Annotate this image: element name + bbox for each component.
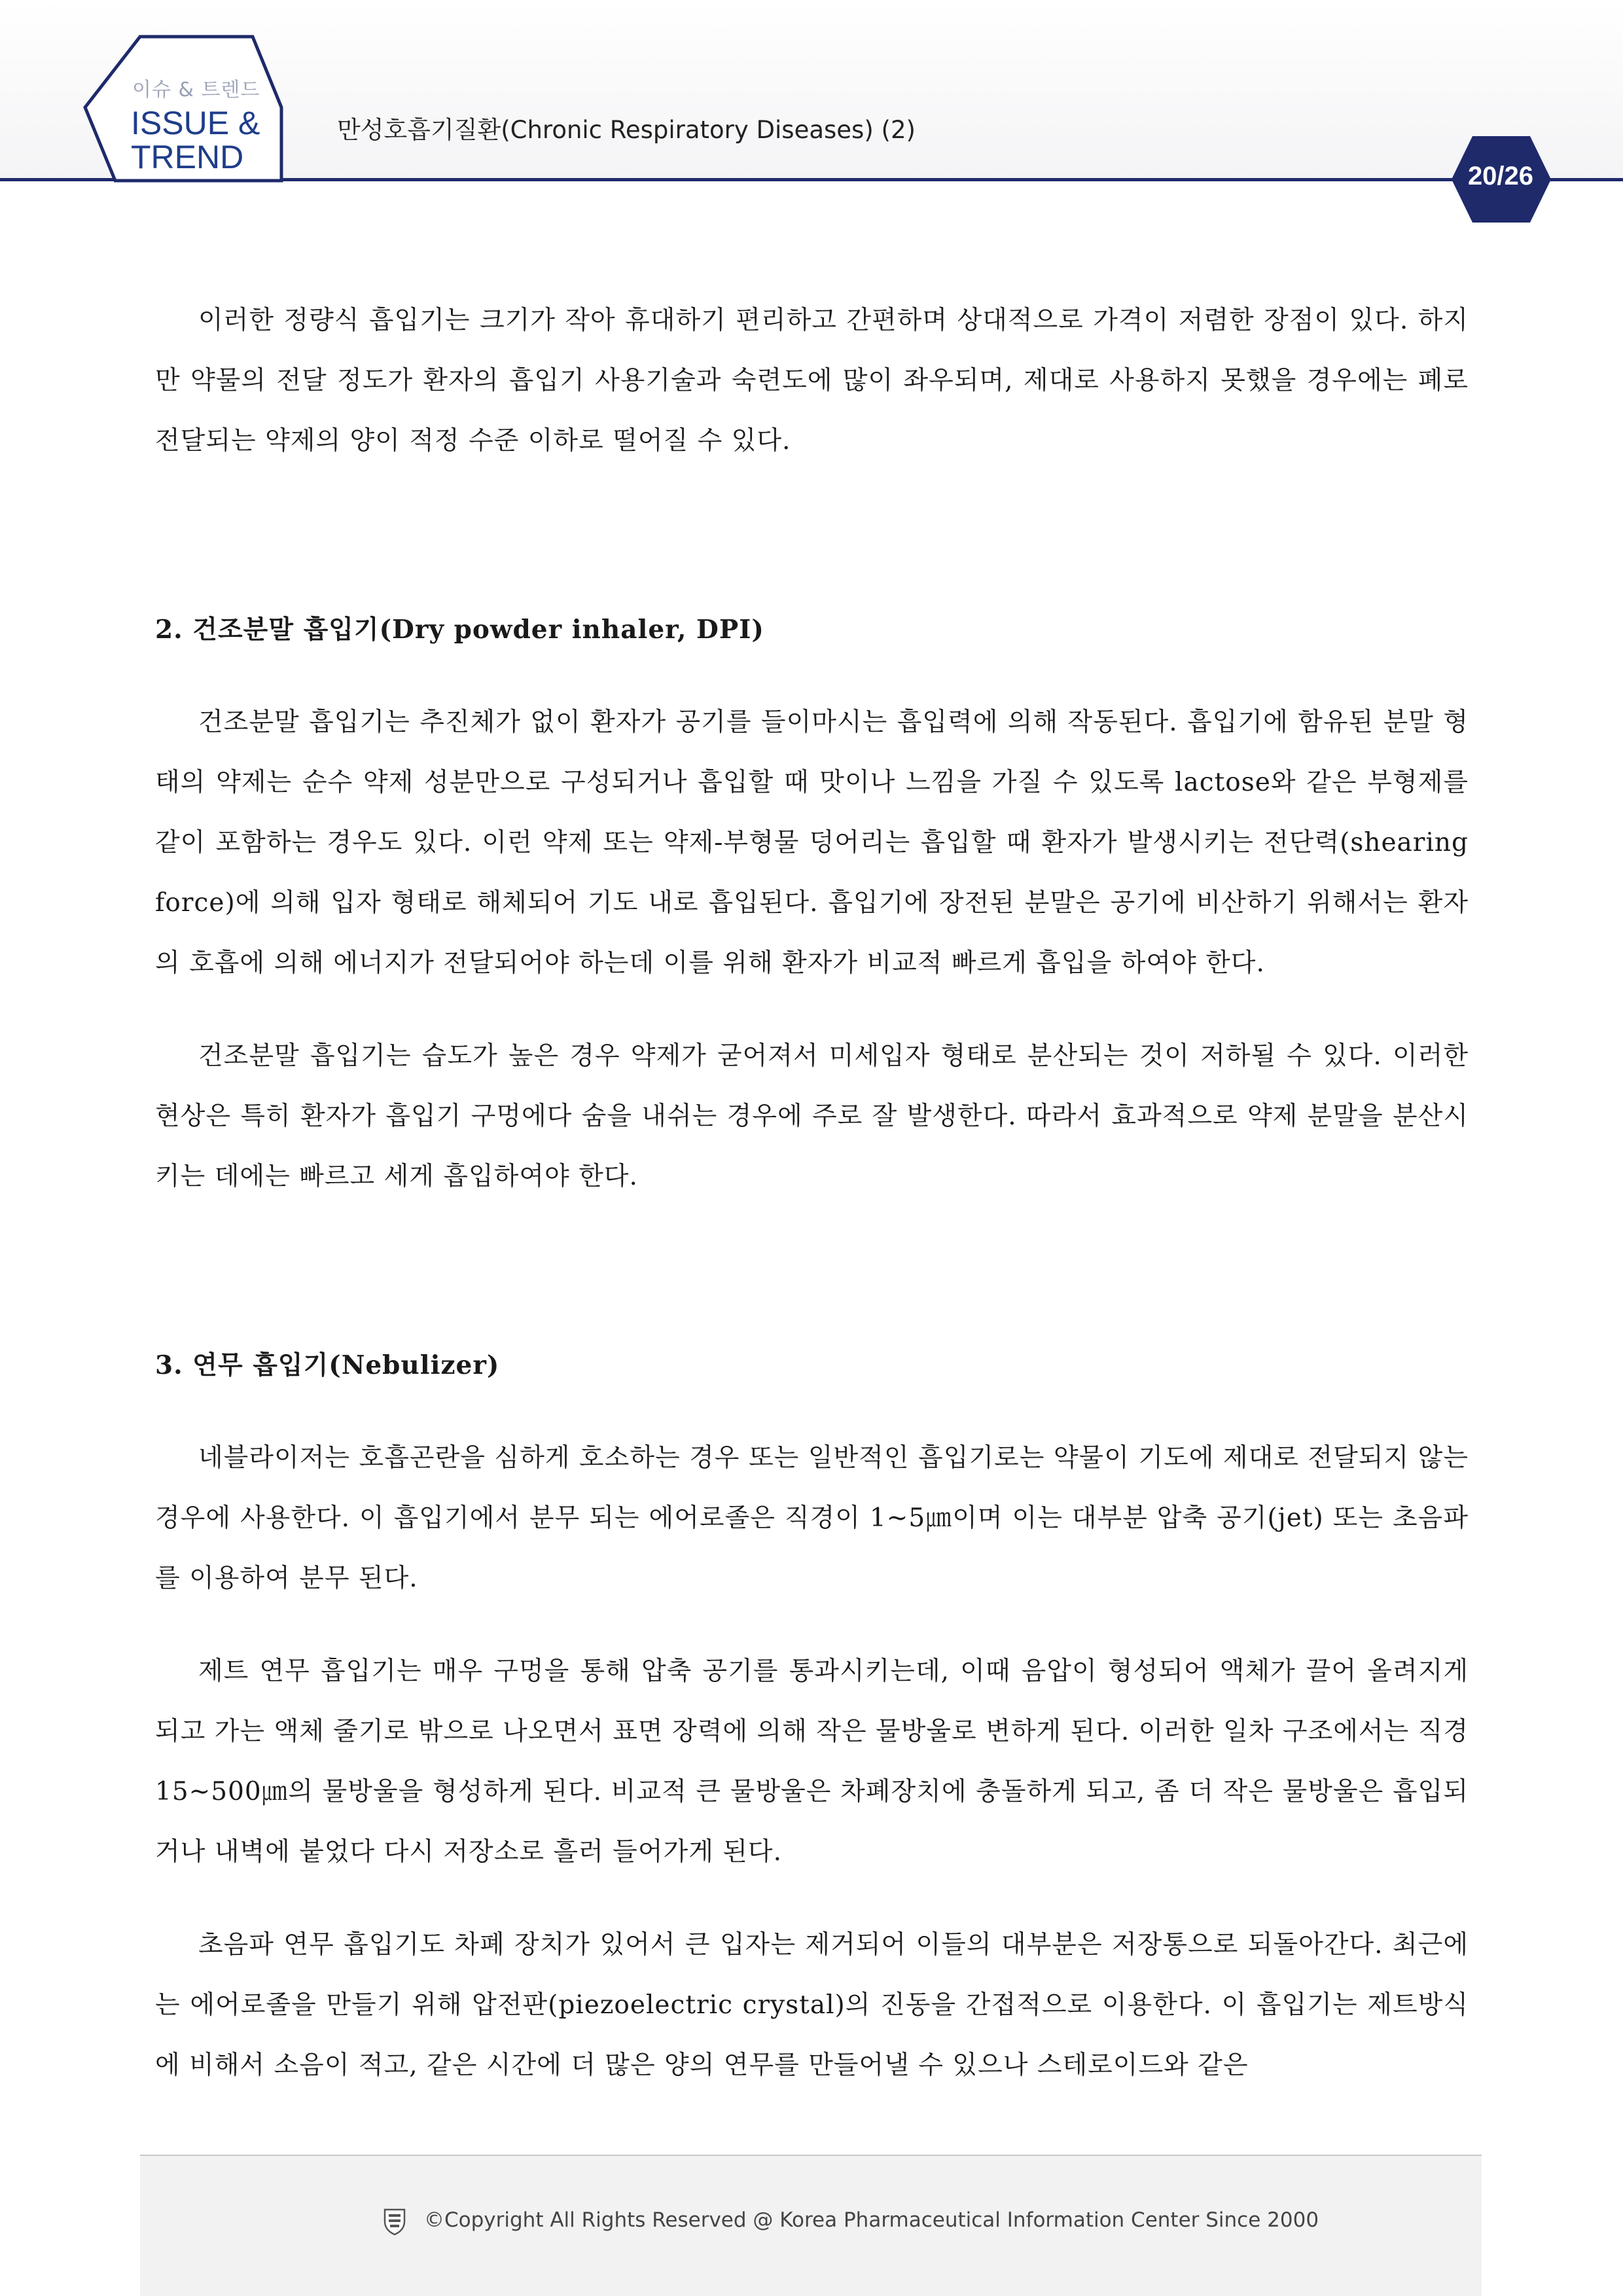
page-footer [140, 2155, 1482, 2296]
section-heading-nebulizer: 3. 연무 흡입기(Nebulizer) [155, 1350, 500, 1380]
document-title: 만성호흡기질환(Chronic Respiratory Diseases) (2) [337, 116, 916, 144]
section-heading-dpi: 2. 건조분말 흡입기(Dry powder inhaler, DPI) [155, 615, 764, 645]
section-label-en [131, 106, 260, 174]
copyright-text: ©Copyright All Rights Reserved @ Korea Pharmaceutical Information Center Since 2000 [424, 2208, 1319, 2232]
paragraph-dpi-mechanism: 건조분말 흡입기는 추진체가 없이 환자가 공기를 들이마시는 흡입력에 의해 작동된다. 흡입기에 함유된 분말 형태의 약제는 순수 약제 성분만으로 구성되거나 흡입할 때 맛이나 느낌을 가질 수 있도록 lactose와 같은 부형제를 같이 포함하는 경우도 있다. 이런 약제 또는 약제-부형물 덩어리는 흡입할 때 환자가 발생시키는 전단력(shearing force)에 의해 입자 형태로 해체되어 기도 내로 흡입된다. 흡입기에 장전된 분말은 공기에 비산하기 위해서는 환자의 호흡에 의해 에너지가 전달되어야 하는데 이를 위해 환자가 비교적 빠르게 흡입을 하여야 한다. [155, 708, 1469, 978]
paragraph-mdi-advantages: 이러한 정량식 흡입기는 크기가 작아 휴대하기 편리하고 간편하며 상대적으로 가격이 저렴한 장점이 있다. 하지만 약물의 전달 정도가 환자의 흡입기 사용기술과 숙련도에 많이 좌우되며, 제대로 사용하지 못했을 경우에는 폐로 전달되는 약제의 양이 적정 수준 이하로 떨어질 수 있다. [155, 306, 1469, 456]
paragraph-nebulizer-intro: 네블라이저는 호흡곤란을 심하게 호소하는 경우 또는 일반적인 흡입기로는 약물이 기도에 제대로 전달되지 않는 경우에 사용한다. 이 흡입기에서 분무 되는 에어로졸은 직경이 1~5㎛이며 이는 대부분 압축 공기(jet) 또는 초음파를 이용하여 분무 된다. [155, 1443, 1469, 1593]
shield-crest-icon [382, 2207, 407, 2236]
page-header [0, 0, 1623, 196]
heading-spacer [155, 1395, 1469, 1428]
section-label-en-line2: TREND [131, 139, 244, 175]
page-number: 20/26 [1467, 162, 1534, 190]
paragraph-jet-nebulizer: 제트 연무 흡입기는 매우 구멍을 통해 압축 공기를 통과시키는데, 이때 음압이 형성되어 액체가 끌어 올려지게 되고 가는 액체 줄기로 밖으로 나오면서 표면 장력에 의해 작은 물방울로 변하게 된다. 이러한 일차 구조에서는 직경 15~500㎛의 물방울을 형성하게 된다. 비교적 큰 물방울은 차폐장치에 충돌하게 되고, 좀 더 작은 물방울은 흡입되거나 내벽에 붙었다 다시 저장소로 흘러 들어가게 된다. [155, 1657, 1469, 1867]
section-label-en-line1: ISSUE & [131, 105, 260, 141]
paragraph-ultrasonic-nebulizer: 초음파 연무 흡입기도 차폐 장치가 있어서 큰 입자는 제거되어 이들의 대부분은 저장통으로 되돌아간다. 최근에는 에어로졸을 만들기 위해 압전판(piezoelectric crystal)의 진동을 간접적으로 이용한다. 이 흡입기는 제트방식에 비해서 소음이 적고, 같은 시간에 더 많은 양의 연무를 만들어낼 수 있으나 스테로이드와 같은 [155, 1930, 1469, 2080]
footer-rule [140, 2155, 1482, 2156]
section-spacer [155, 1207, 1469, 1335]
main-content [155, 291, 1469, 2096]
paragraph-spacer [155, 1609, 1469, 1641]
heading-spacer [155, 660, 1469, 692]
paragraph-dpi-humidity: 건조분말 흡입기는 습도가 높은 경우 약제가 굳어져서 미세입자 형태로 분산되는 것이 저하될 수 있다. 이러한 현상은 특히 환자가 흡입기 구멍에다 숨을 내쉬는 경우에 주로 잘 발생한다. 따라서 효과적으로 약제 분말을 분산시키는 데에는 빠르고 세게 흡입하여야 한다. [155, 1041, 1469, 1191]
paragraph-spacer [155, 1882, 1469, 1915]
paragraph-spacer [155, 994, 1469, 1026]
section-label-kr: 이슈 & 트렌드 [132, 79, 260, 101]
section-spacer [155, 471, 1469, 600]
